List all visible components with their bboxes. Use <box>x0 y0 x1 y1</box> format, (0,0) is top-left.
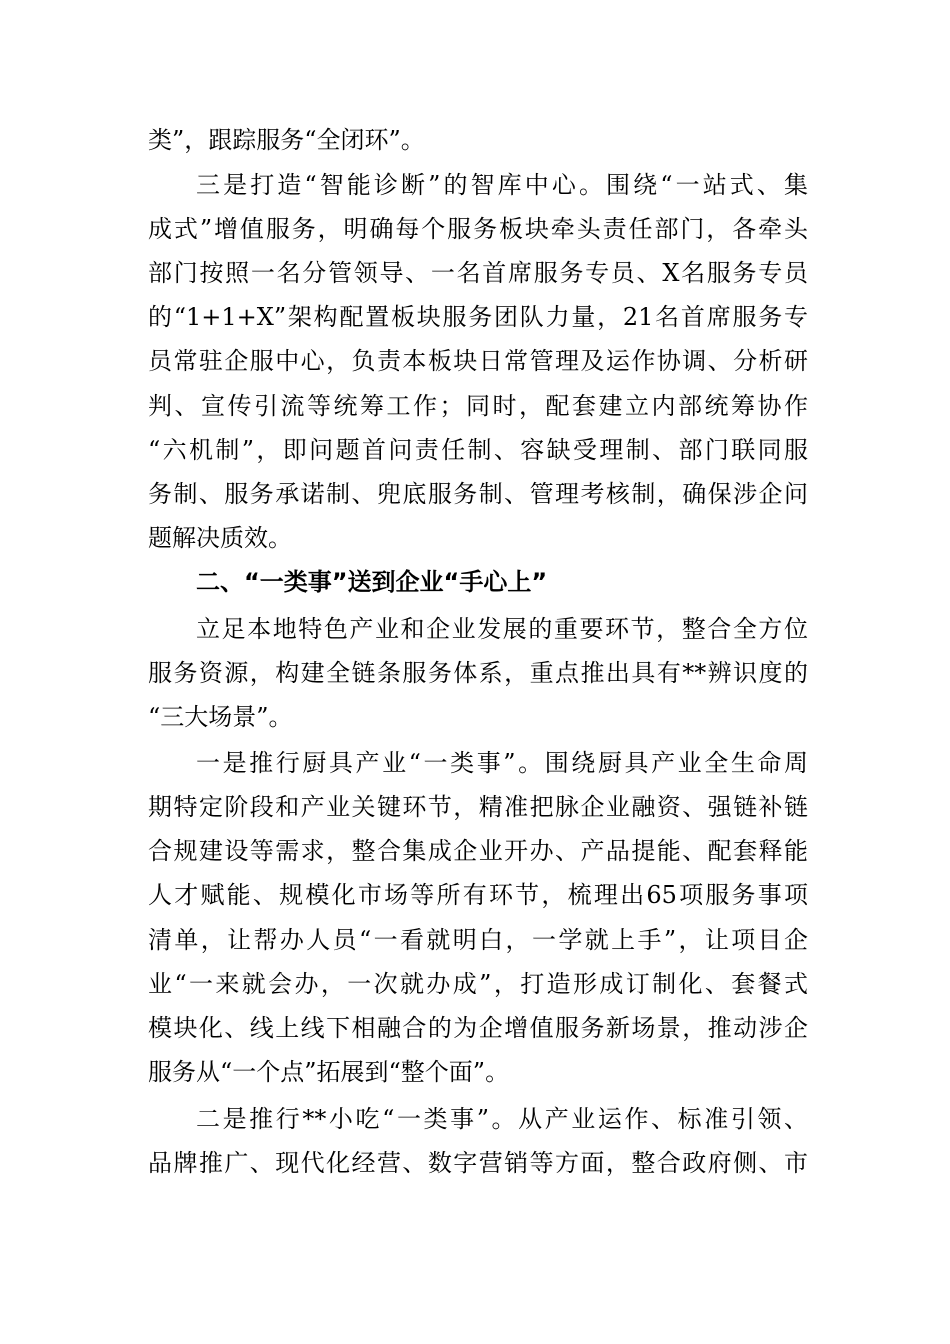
text-line: 合规建设等需求，整合集成企业开办、产品提能、配套释能 <box>148 837 808 865</box>
text-line: 清单，让帮办人员“一看就明白，一学就上手”，让项目企 <box>148 926 808 954</box>
text-line: 部门按照一名分管领导、一名首席服务专员、X名服务专员 <box>148 259 808 287</box>
text-line: 判、宣传引流等统筹工作；同时，配套建立内部统筹协作 <box>148 392 808 420</box>
section-heading: 二、“一类事”送到企业“手心上” <box>196 568 548 596</box>
text-line: “六机制”，即问题首问责任制、容缺受理制、部门联同服 <box>148 436 808 464</box>
text-line: 期特定阶段和产业关键环节，精准把脉企业融资、强链补链 <box>148 793 808 821</box>
text-line: 三是打造“智能诊断”的智库中心。围绕“一站式、集 <box>196 171 808 199</box>
text-line: 务制、服务承诺制、兜底服务制、管理考核制，确保涉企问 <box>148 480 808 508</box>
text-line: 类”，跟踪服务“全闭环”。 <box>148 126 425 154</box>
text-line: 立足本地特色产业和企业发展的重要环节，整合全方位 <box>196 615 808 643</box>
text-line: 一是推行厨具产业“一类事”。围绕厨具产业全生命周 <box>196 749 808 777</box>
text-line: 的“1+1+X”架构配置板块服务团队力量，21名首席服务专 <box>148 303 808 331</box>
text-line: 模块化、线上线下相融合的为企增值服务新场景，推动涉企 <box>148 1014 808 1042</box>
text-line: “三大场景”。 <box>148 703 293 731</box>
text-line: 成式”增值服务，明确每个服务板块牵头责任部门，各牵头 <box>148 215 808 243</box>
text-line: 服务资源，构建全链条服务体系，重点推出具有**辨识度的 <box>148 659 808 687</box>
text-line: 服务从“一个点”拓展到“整个面”。 <box>148 1058 510 1086</box>
text-line: 题解决质效。 <box>148 524 292 552</box>
text-line: 员常驻企服中心，负责本板块日常管理及运作协调、分析研 <box>148 347 808 375</box>
text-line: 二是推行**小吃“一类事”。从产业运作、标准引领、 <box>196 1105 808 1133</box>
text-line: 业“一来就会办，一次就办成”，打造形成订制化、套餐式 <box>148 970 808 998</box>
text-line: 品牌推广、现代化经营、数字营销等方面，整合政府侧、市 <box>148 1149 808 1177</box>
text-line: 人才赋能、规模化市场等所有环节，梳理出65项服务事项 <box>148 881 808 909</box>
